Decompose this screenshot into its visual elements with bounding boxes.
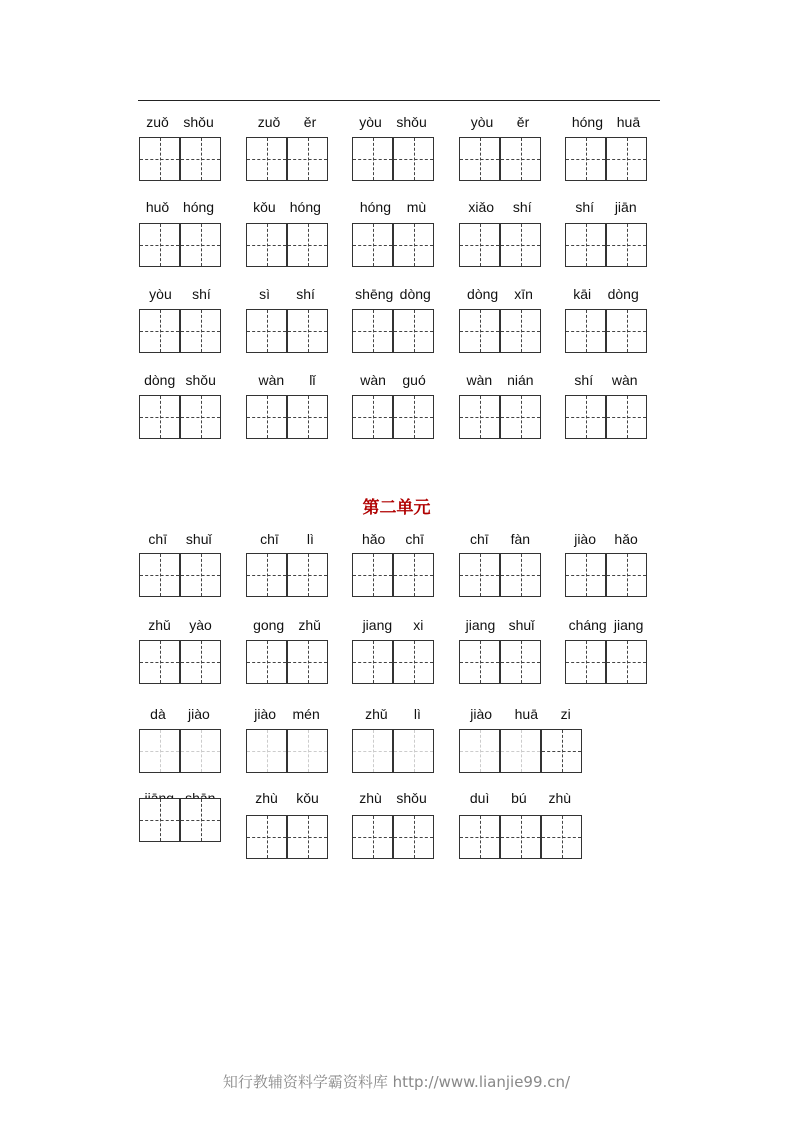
pinyin-syllable: jiang	[613, 617, 644, 633]
pinyin-syllable: yòu	[149, 286, 172, 302]
pinyin-syllable: shǒu	[396, 114, 427, 130]
pinyin-syllable: zhù	[548, 790, 572, 806]
writing-box	[459, 553, 500, 597]
writing-box	[246, 729, 287, 773]
pinyin-syllable: shǒu	[185, 372, 216, 388]
box-guide-horizontal	[288, 751, 327, 752]
pinyin-label	[459, 286, 541, 302]
pinyin-label	[565, 286, 647, 302]
pinyin-syllable: jiang	[362, 617, 393, 633]
pinyin-label	[139, 286, 221, 302]
writing-box	[287, 395, 328, 439]
box-guide-horizontal	[607, 662, 646, 663]
writing-box	[180, 309, 221, 353]
writing-box	[459, 309, 500, 353]
box-guide-horizontal	[247, 159, 286, 160]
pinyin-syllable: sì	[259, 286, 270, 302]
writing-box	[352, 223, 393, 267]
box-guide-horizontal	[140, 751, 179, 752]
pinyin-syllable: kǒu	[296, 790, 319, 806]
box-guide-horizontal	[247, 331, 286, 332]
pinyin-syllable: yòu	[359, 114, 382, 130]
pinyin-syllable: duì	[469, 790, 490, 806]
pinyin-label	[352, 114, 434, 130]
pinyin-syllable: zhǔ	[298, 617, 321, 633]
box-guide-horizontal	[460, 417, 499, 418]
box-guide-horizontal	[460, 575, 499, 576]
pinyin-label	[246, 372, 328, 388]
writing-box	[565, 395, 606, 439]
pinyin-syllable: dòng	[144, 372, 176, 388]
footer-watermark: 知行教辅资料学霸资料库 http://www.lianjie99.cn/	[222, 1073, 571, 1091]
box-guide-horizontal	[460, 837, 499, 838]
box-guide-horizontal	[607, 575, 646, 576]
box-guide-horizontal	[394, 662, 433, 663]
pinyin-label	[352, 372, 434, 388]
box-guide-horizontal	[542, 837, 581, 838]
pinyin-label	[246, 790, 328, 806]
pinyin-syllable: zhǔ	[365, 706, 388, 722]
writing-box	[287, 223, 328, 267]
writing-box	[541, 815, 582, 859]
box-guide-horizontal	[607, 245, 646, 246]
pinyin-label	[352, 199, 434, 215]
pinyin-label	[139, 617, 221, 633]
box-guide-horizontal	[394, 751, 433, 752]
pinyin-label	[246, 114, 328, 130]
box-guide-horizontal	[566, 159, 605, 160]
box-guide-horizontal	[288, 331, 327, 332]
writing-box	[393, 137, 434, 181]
pinyin-syllable: bú	[511, 790, 527, 806]
writing-box	[500, 395, 541, 439]
box-guide-horizontal	[181, 245, 220, 246]
writing-box	[246, 137, 287, 181]
writing-box	[606, 395, 647, 439]
pinyin-label	[352, 617, 434, 633]
pinyin-syllable: zuǒ	[257, 114, 281, 130]
box-guide-horizontal	[394, 837, 433, 838]
pinyin-syllable: ěr	[303, 114, 317, 130]
writing-box	[459, 395, 500, 439]
box-guide-horizontal	[353, 331, 392, 332]
writing-box	[246, 640, 287, 684]
pinyin-syllable: zuǒ	[146, 114, 169, 130]
pinyin-syllable: nián	[507, 372, 534, 388]
writing-box	[180, 223, 221, 267]
writing-box	[500, 553, 541, 597]
writing-box	[393, 553, 434, 597]
writing-box	[287, 815, 328, 859]
box-guide-horizontal	[181, 751, 220, 752]
box-guide-horizontal	[394, 245, 433, 246]
pinyin-syllable: shuǐ	[508, 617, 535, 633]
pinyin-label	[565, 372, 647, 388]
pinyin-syllable: fàn	[510, 531, 531, 547]
writing-box	[139, 223, 180, 267]
box-guide-horizontal	[247, 417, 286, 418]
section-title: 第二单元	[362, 498, 431, 518]
box-guide-horizontal	[460, 662, 499, 663]
box-guide-horizontal	[566, 575, 605, 576]
box-guide-horizontal	[394, 331, 433, 332]
pinyin-syllable: shí	[192, 286, 211, 302]
pinyin-syllable: jiān	[614, 199, 637, 215]
box-guide-horizontal	[140, 331, 179, 332]
pinyin-syllable: cháng	[568, 617, 607, 633]
box-guide-horizontal	[501, 837, 540, 838]
box-guide-horizontal	[501, 417, 540, 418]
pinyin-syllable: wàn	[466, 372, 493, 388]
pinyin-syllable: hóng	[359, 199, 391, 215]
pinyin-label	[565, 617, 647, 633]
box-guide-horizontal	[460, 751, 499, 752]
top-rule	[138, 100, 660, 101]
pinyin-syllable: hǎo	[361, 531, 386, 547]
box-guide-horizontal	[353, 159, 392, 160]
pinyin-syllable: huā	[514, 706, 538, 722]
box-guide-horizontal	[181, 820, 220, 821]
pinyin-syllable: xiǎo	[468, 199, 495, 215]
pinyin-label	[459, 617, 541, 633]
box-guide-horizontal	[394, 575, 433, 576]
pinyin-syllable: huǒ	[145, 199, 170, 215]
pinyin-syllable: hóng	[182, 199, 215, 215]
box-guide-horizontal	[353, 662, 392, 663]
writing-box	[459, 640, 500, 684]
pinyin-syllable: chī	[260, 531, 279, 547]
pinyin-label	[352, 706, 434, 722]
box-guide-horizontal	[288, 662, 327, 663]
writing-box	[565, 309, 606, 353]
pinyin-syllable: xīn	[514, 286, 533, 302]
writing-box	[180, 640, 221, 684]
pinyin-label	[246, 199, 328, 215]
pinyin-syllable: guó	[402, 372, 426, 388]
box-guide-horizontal	[394, 159, 433, 160]
box-guide-horizontal	[353, 245, 392, 246]
writing-box	[393, 729, 434, 773]
writing-box	[459, 729, 500, 773]
writing-box	[565, 553, 606, 597]
box-guide-horizontal	[501, 331, 540, 332]
writing-box	[139, 553, 180, 597]
pinyin-label	[139, 706, 221, 722]
pinyin-label	[459, 531, 541, 547]
box-guide-horizontal	[181, 331, 220, 332]
pinyin-syllable: shǒu	[396, 790, 427, 806]
box-guide-horizontal	[140, 662, 179, 663]
pinyin-syllable: zhù	[255, 790, 278, 806]
pinyin-syllable: mén	[292, 706, 320, 722]
pinyin-syllable: gong	[253, 617, 285, 633]
writing-box	[180, 553, 221, 597]
writing-box	[565, 223, 606, 267]
pinyin-label	[246, 617, 328, 633]
pinyin-syllable: jiào	[470, 706, 493, 722]
pinyin-label	[246, 286, 328, 302]
pinyin-syllable: chī	[148, 531, 168, 547]
box-guide-horizontal	[247, 245, 286, 246]
pinyin-syllable: huā	[616, 114, 641, 130]
writing-box	[541, 729, 582, 773]
writing-box	[139, 640, 180, 684]
pinyin-syllable: xi	[413, 617, 424, 633]
pinyin-syllable: jiào	[188, 706, 210, 722]
pinyin-syllable: ěr	[516, 114, 530, 130]
box-guide-horizontal	[181, 575, 220, 576]
pinyin-label	[459, 706, 582, 722]
pinyin-syllable: wàn	[611, 372, 638, 388]
box-guide-horizontal	[140, 159, 179, 160]
writing-box	[500, 309, 541, 353]
writing-box	[287, 640, 328, 684]
pinyin-label	[352, 531, 434, 547]
pinyin-syllable: shí	[574, 372, 594, 388]
pinyin-label	[352, 286, 434, 302]
box-guide-horizontal	[566, 331, 605, 332]
writing-box	[246, 815, 287, 859]
pinyin-syllable: zhù	[359, 790, 382, 806]
box-guide-horizontal	[501, 245, 540, 246]
box-guide-horizontal	[288, 575, 327, 576]
writing-box	[287, 309, 328, 353]
pinyin-syllable: mù	[406, 199, 427, 215]
box-guide-horizontal	[353, 837, 392, 838]
pinyin-syllable: shí	[575, 199, 595, 215]
pinyin-syllable: shí	[512, 199, 532, 215]
writing-box	[606, 137, 647, 181]
writing-box	[459, 223, 500, 267]
pinyin-syllable: wàn	[360, 372, 386, 388]
pinyin-label	[246, 706, 328, 722]
writing-box	[180, 729, 221, 773]
pinyin-syllable: jiào	[574, 531, 596, 547]
writing-box	[393, 815, 434, 859]
box-guide-horizontal	[566, 245, 605, 246]
pinyin-syllable: kāi	[573, 286, 592, 302]
pinyin-syllable: yòu	[470, 114, 494, 130]
pinyin-label	[565, 114, 647, 130]
writing-box	[287, 553, 328, 597]
box-guide-horizontal	[247, 751, 286, 752]
writing-box	[393, 640, 434, 684]
pinyin-label	[459, 790, 582, 806]
pinyin-syllable: lì	[306, 531, 314, 547]
writing-box	[459, 137, 500, 181]
pinyin-syllable: wàn	[258, 372, 285, 388]
box-guide-horizontal	[607, 417, 646, 418]
box-guide-horizontal	[288, 159, 327, 160]
writing-box	[565, 137, 606, 181]
box-guide-horizontal	[460, 245, 499, 246]
pinyin-syllable: jiào	[254, 706, 277, 722]
box-guide-horizontal	[247, 662, 286, 663]
writing-box	[139, 309, 180, 353]
box-guide-horizontal	[501, 751, 540, 752]
pinyin-syllable: lǐ	[309, 372, 316, 388]
writing-box	[500, 729, 541, 773]
writing-box	[500, 815, 541, 859]
writing-box	[565, 640, 606, 684]
pinyin-syllable: shí	[296, 286, 315, 302]
pinyin-syllable: chī	[405, 531, 424, 547]
writing-box	[606, 309, 647, 353]
writing-box	[246, 309, 287, 353]
pinyin-syllable: dà	[150, 706, 166, 722]
writing-box	[352, 137, 393, 181]
box-guide-horizontal	[353, 751, 392, 752]
box-guide-horizontal	[566, 417, 605, 418]
pinyin-syllable: lì	[413, 706, 421, 722]
pinyin-syllable: zhǔ	[148, 617, 171, 633]
writing-box	[393, 223, 434, 267]
pinyin-syllable: hǎo	[614, 531, 638, 547]
writing-box	[500, 223, 541, 267]
box-guide-horizontal	[607, 159, 646, 160]
writing-box	[606, 223, 647, 267]
writing-box	[246, 395, 287, 439]
box-guide-horizontal	[288, 417, 327, 418]
pinyin-label	[246, 531, 328, 547]
box-guide-horizontal	[353, 575, 392, 576]
pinyin-syllable: shǒu	[183, 114, 214, 130]
pinyin-label	[565, 199, 647, 215]
writing-box	[180, 798, 221, 842]
writing-box	[352, 553, 393, 597]
box-guide-horizontal	[501, 662, 540, 663]
pinyin-syllable: kǒu	[253, 199, 276, 215]
box-guide-horizontal	[247, 575, 286, 576]
writing-box	[393, 309, 434, 353]
pinyin-label	[139, 114, 221, 130]
writing-box	[606, 640, 647, 684]
box-guide-horizontal	[181, 159, 220, 160]
box-guide-horizontal	[394, 417, 433, 418]
box-guide-horizontal	[181, 662, 220, 663]
box-guide-horizontal	[607, 331, 646, 332]
pinyin-syllable: shēng	[355, 286, 394, 302]
box-guide-horizontal	[140, 820, 179, 821]
writing-box	[352, 395, 393, 439]
pinyin-syllable: hóng	[289, 199, 321, 215]
pinyin-syllable: chī	[469, 531, 489, 547]
box-guide-horizontal	[460, 331, 499, 332]
pinyin-syllable: dòng	[607, 286, 639, 302]
box-guide-horizontal	[353, 417, 392, 418]
writing-box	[246, 223, 287, 267]
box-guide-horizontal	[288, 837, 327, 838]
pinyin-label	[459, 372, 541, 388]
pinyin-syllable: shuǐ	[185, 531, 212, 547]
writing-box	[287, 729, 328, 773]
writing-box	[459, 815, 500, 859]
box-guide-horizontal	[181, 417, 220, 418]
box-guide-horizontal	[140, 245, 179, 246]
pinyin-syllable: yào	[189, 617, 212, 633]
writing-box	[352, 309, 393, 353]
pinyin-label	[565, 531, 647, 547]
pinyin-label	[139, 199, 221, 215]
writing-box	[180, 137, 221, 181]
box-guide-horizontal	[501, 159, 540, 160]
writing-box	[287, 137, 328, 181]
writing-box	[246, 553, 287, 597]
box-guide-horizontal	[247, 837, 286, 838]
writing-box	[352, 815, 393, 859]
box-guide-horizontal	[566, 662, 605, 663]
box-guide-horizontal	[501, 575, 540, 576]
box-guide-horizontal	[140, 417, 179, 418]
writing-box	[139, 798, 180, 842]
pinyin-label	[459, 199, 541, 215]
box-guide-horizontal	[288, 245, 327, 246]
writing-box	[606, 553, 647, 597]
pinyin-label	[139, 372, 221, 388]
pinyin-label	[139, 531, 221, 547]
pinyin-syllable: hóng	[571, 114, 604, 130]
writing-box	[139, 729, 180, 773]
writing-box	[352, 729, 393, 773]
box-guide-horizontal	[542, 751, 581, 752]
pinyin-label	[352, 790, 434, 806]
writing-box	[393, 395, 434, 439]
writing-box	[500, 640, 541, 684]
writing-box	[139, 395, 180, 439]
writing-box	[180, 395, 221, 439]
writing-box	[139, 137, 180, 181]
box-guide-horizontal	[140, 575, 179, 576]
pinyin-syllable: dòng	[399, 286, 431, 302]
pinyin-syllable: dòng	[467, 286, 499, 302]
pinyin-label	[459, 114, 541, 130]
writing-box	[352, 640, 393, 684]
pinyin-syllable: zi	[560, 706, 571, 722]
box-guide-horizontal	[460, 159, 499, 160]
pinyin-syllable: jiang	[465, 617, 496, 633]
writing-box	[500, 137, 541, 181]
